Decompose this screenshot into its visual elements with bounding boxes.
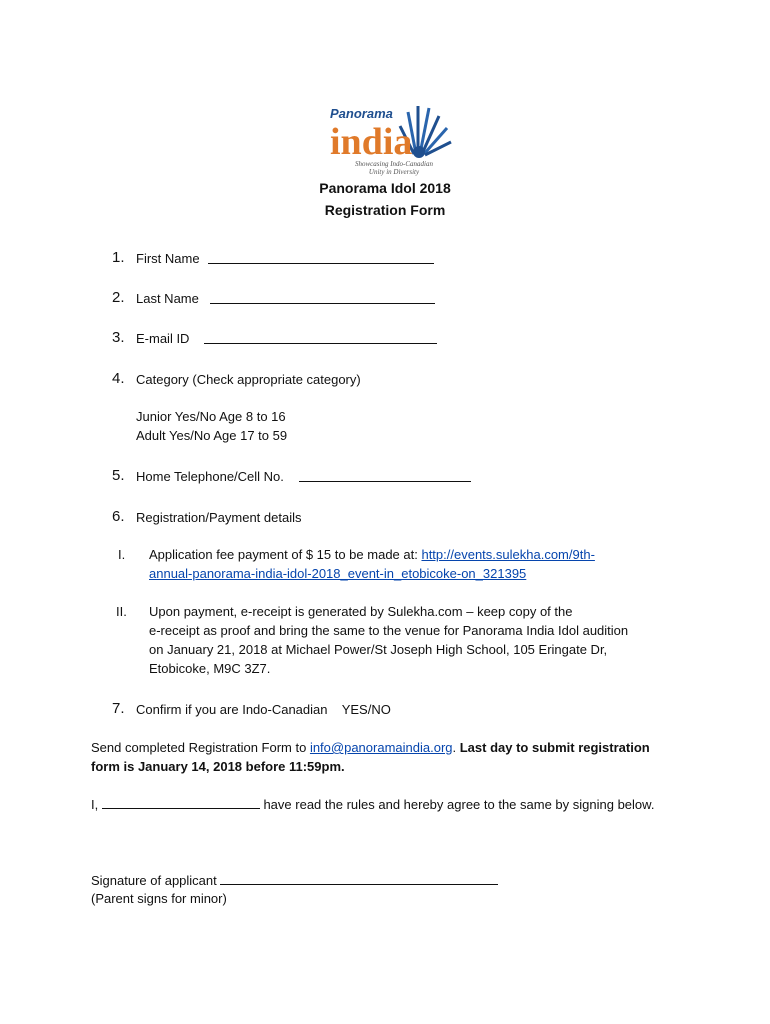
send-period: . (452, 740, 460, 755)
item-2-number: 2. (112, 289, 125, 306)
signature-note: (Parent signs for minor) (91, 891, 227, 906)
item-7-number: 7. (112, 700, 125, 717)
telephone-field[interactable] (299, 469, 471, 482)
deadline-text-1: Last day to submit registration (459, 740, 650, 755)
logo-word-india: india (330, 121, 413, 163)
item-4-number: 4. (112, 370, 125, 387)
item-6-number: 6. (112, 508, 125, 525)
form-title: Panorama Idol 2018 (319, 180, 451, 196)
item-1-number: 1. (112, 249, 125, 266)
payment-ii-line-3: on January 21, 2018 at Michael Power/St Joseph High School, 105 Eringate Dr, (149, 642, 608, 657)
item-3-number: 3. (112, 329, 125, 346)
sulekha-event-link-cont[interactable]: annual-panorama-india-idol-2018_event-in_etobicoke-on_321395 (149, 566, 527, 581)
last-name-label: Last Name (136, 291, 199, 306)
email-label: E-mail ID (136, 331, 190, 346)
panorama-india-logo (322, 96, 458, 176)
payment-i-number: I. (118, 547, 126, 562)
category-adult: Adult Yes/No Age 17 to 59 (136, 428, 288, 443)
payment-details-label: Registration/Payment details (136, 510, 302, 525)
payment-ii-line-4: Etobicoke, M9C 3Z7. (149, 661, 271, 676)
first-name-label: First Name (136, 251, 200, 266)
payment-ii-number: II. (116, 604, 127, 619)
payment-i-text: Application fee payment of $ 15 to be made at: (149, 547, 422, 562)
agreement-prefix: I, (91, 797, 102, 812)
deadline-text-2: form is January 14, 2018 before 11:59pm. (91, 759, 345, 774)
payment-ii-line-2: e-receipt as proof and bring the same to the venue for Panorama India Idol audition (149, 623, 629, 638)
form-subtitle: Registration Form (324, 202, 446, 218)
sulekha-event-link[interactable]: http://events.sulekha.com/9th- (421, 547, 595, 562)
telephone-label: Home Telephone/Cell No. (136, 469, 284, 484)
signature-field[interactable] (220, 872, 498, 885)
category-label: Category (Check appropriate category) (136, 372, 361, 387)
payment-ii-line-1: Upon payment, e-receipt is generated by Sulekha.com – keep copy of the (149, 604, 573, 619)
send-prefix: Send completed Registration Form to (91, 740, 310, 755)
logo-tagline-1: Showcasing Indo-Canadian (355, 160, 433, 168)
last-name-field[interactable] (210, 291, 435, 304)
indo-canadian-label: Confirm if you are Indo-Canadian YES/NO (136, 702, 391, 717)
item-5-number: 5. (112, 467, 125, 484)
signature-label: Signature of applicant (91, 873, 221, 888)
first-name-field[interactable] (208, 251, 434, 264)
category-junior: Junior Yes/No Age 8 to 16 (136, 409, 286, 424)
email-link[interactable]: info@panoramaindia.org (309, 740, 453, 755)
email-field[interactable] (204, 331, 437, 344)
logo-tagline-2: Unity in Diversity (368, 168, 420, 176)
logo-word-panorama: Panorama (330, 106, 393, 121)
agreement-name-field[interactable] (102, 796, 260, 809)
agreement-text: have read the rules and hereby agree to the same by signing below. (259, 797, 655, 812)
